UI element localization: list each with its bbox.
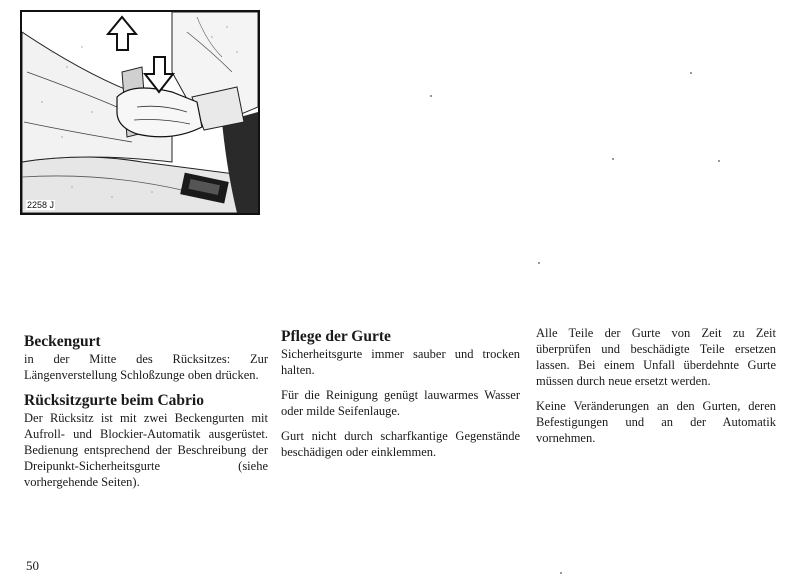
figure-number: 2258 J <box>27 200 55 210</box>
middle-column <box>281 327 520 460</box>
paragraph-beckengurt: in der Mitte des Rücksitzes: Zur Längenverstellung Schloßzunge oben drücken. <box>24 352 268 382</box>
scan-speck <box>430 95 432 97</box>
paragraph-pflege-1: Sicherheitsgurte immer sauber und trocken halten. <box>281 347 520 377</box>
right-column <box>536 325 776 446</box>
heading-beckengurt: Beckengurt <box>24 333 101 350</box>
page-number: 50 <box>26 558 39 573</box>
heading-pflege-der-gurte: Pflege der Gurte <box>281 328 391 345</box>
paragraph-pflege-2: Für die Reinigung genügt lauwarmes Wasser oder milde Seifenlauge. <box>281 388 520 418</box>
scan-speck <box>538 262 540 264</box>
seatbelt-drawing <box>22 12 258 213</box>
scan-speck <box>612 158 614 160</box>
left-column <box>24 332 268 490</box>
paragraph-veraenderungen: Keine Veränderungen an den Gurten, deren Befestigungen und an der Automatik vornehmen. <box>536 399 776 445</box>
scan-speck <box>690 72 692 74</box>
seatbelt-illustration <box>20 10 260 215</box>
scan-speck <box>560 572 562 574</box>
heading-ruecksitzgurte-cabrio: Rücksitzgurte beim Cabrio <box>24 392 204 409</box>
arrow-up-icon <box>108 17 136 50</box>
paragraph-ruecksitzgurte-cabrio: Der Rücksitz ist mit zwei Beckengurten mit Aufroll- und Blockier-Automatik ausgerüstet. Bedienung entsprechend der Beschreibung der Dreipunkt-Sicherheitsgurte (siehe vorhergehende Seiten). <box>24 411 268 489</box>
paragraph-pruefung: Alle Teile der Gurte von Zeit zu Zeit überprüfen und beschädigte Teile ersetzen lassen. Bei einem Unfall überdehnte Gurte müssen durch neue ersetzt werden. <box>536 326 776 388</box>
paragraph-pflege-3: Gurt nicht durch scharfkantige Gegenstände beschädigen oder einklemmen. <box>281 429 520 459</box>
arrow-down-icon <box>145 57 173 92</box>
scan-speck <box>718 160 720 162</box>
